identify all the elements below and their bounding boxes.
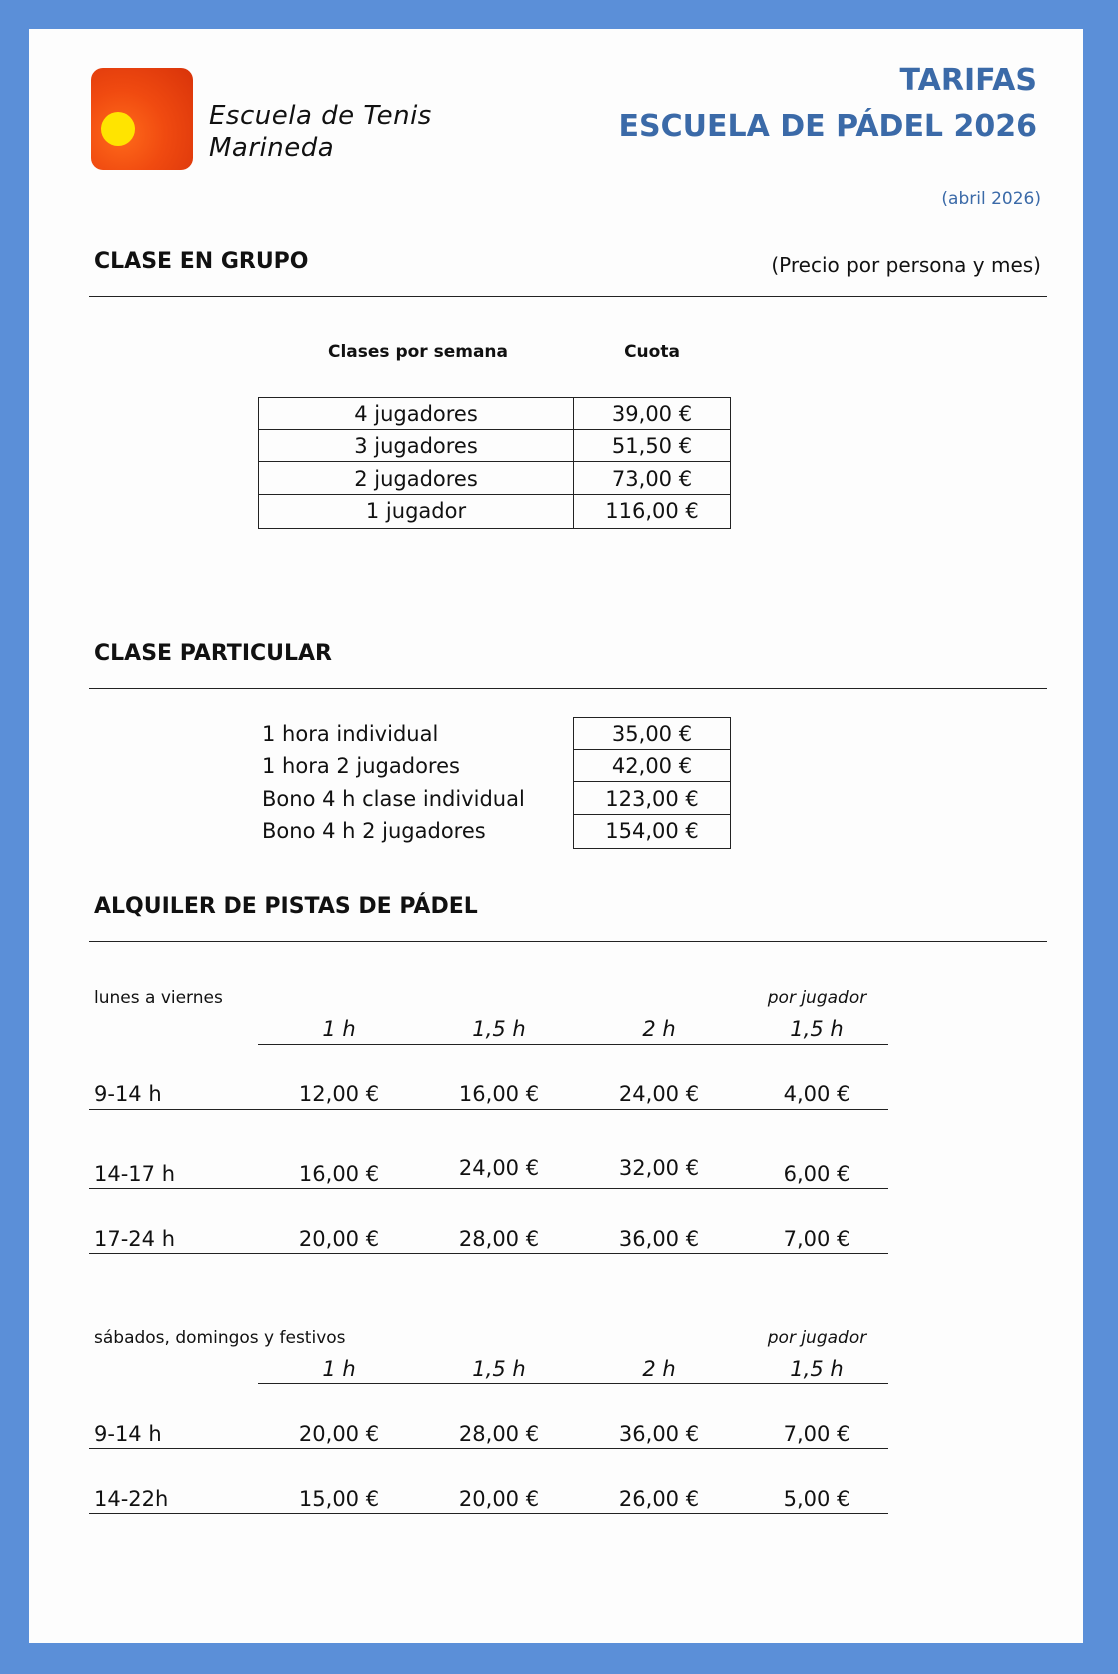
grupo-note: (Precio por persona y mes) — [771, 253, 1041, 277]
per-player-label: por jugador — [767, 1328, 867, 1348]
divider — [574, 749, 730, 750]
table-row-price: 42,00 € — [611, 754, 693, 778]
price-cell: 16,00 € — [458, 1082, 540, 1106]
divider — [89, 1109, 888, 1110]
price-cell: 6,00 € — [783, 1162, 851, 1186]
price-cell: 26,00 € — [618, 1487, 700, 1511]
table-row-price: 116,00 € — [605, 499, 699, 523]
logo-line2: Marineda — [209, 133, 335, 163]
price-cell: 20,00 € — [458, 1487, 540, 1511]
divider — [89, 1513, 888, 1514]
divider — [574, 781, 730, 782]
price-cell: 20,00 € — [298, 1422, 380, 1446]
divider — [89, 688, 1047, 689]
divider — [259, 429, 730, 430]
divider — [89, 296, 1047, 297]
price-cell: 28,00 € — [458, 1227, 540, 1251]
column-header: 2 h — [642, 1017, 676, 1041]
logo-line1: Escuela de Tenis — [209, 101, 432, 131]
table-row-label: 2 jugadores — [354, 467, 478, 491]
price-cell: 12,00 € — [298, 1082, 380, 1106]
price-cell: 28,00 € — [458, 1422, 540, 1446]
per-player-label: por jugador — [767, 988, 867, 1008]
logo-ball-icon — [101, 112, 135, 146]
time-slot: 9-14 h — [94, 1082, 162, 1106]
price-cell: 16,00 € — [298, 1162, 380, 1186]
grupo-col-header: Cuota — [624, 342, 680, 362]
price-cell: 4,00 € — [783, 1082, 851, 1106]
divider — [89, 1448, 888, 1449]
section-title-alquiler: ALQUILER DE PISTAS DE PÁDEL — [94, 894, 478, 919]
column-header: 1,5 h — [472, 1357, 526, 1381]
time-slot: 17-24 h — [94, 1227, 176, 1251]
column-header: 1,5 h — [472, 1017, 526, 1041]
table-row-price: 35,00 € — [611, 722, 693, 746]
divider — [258, 1383, 888, 1384]
weekend-label: sábados, domingos y festivos — [94, 1328, 346, 1348]
column-header: 2 h — [642, 1357, 676, 1381]
price-cell: 24,00 € — [618, 1082, 700, 1106]
table-row-label: 4 jugadores — [354, 402, 478, 426]
divider — [259, 461, 730, 462]
divider — [259, 494, 730, 495]
price-cell: 5,00 € — [783, 1487, 851, 1511]
section-title-particular: CLASE PARTICULAR — [94, 641, 332, 666]
divider — [89, 941, 1047, 942]
table-row-label: Bono 4 h 2 jugadores — [262, 819, 486, 843]
section-title-grupo: CLASE EN GRUPO — [94, 249, 309, 274]
table-row-label: Bono 4 h clase individual — [262, 787, 525, 811]
date-label: (abril 2026) — [941, 189, 1041, 209]
table-row-price: 154,00 € — [605, 819, 699, 843]
price-cell: 36,00 € — [618, 1227, 700, 1251]
grupo-col-header: Clases por semana — [327, 342, 509, 362]
column-header: 1,5 h — [790, 1017, 844, 1041]
time-slot: 9-14 h — [94, 1422, 162, 1446]
page-title: TARIFAS — [899, 63, 1037, 98]
price-cell: 15,00 € — [298, 1487, 380, 1511]
table-row-label: 1 hora 2 jugadores — [262, 754, 460, 778]
price-cell: 36,00 € — [618, 1422, 700, 1446]
price-cell: 7,00 € — [783, 1422, 851, 1446]
table-row-label: 3 jugadores — [354, 434, 478, 458]
column-header: 1 h — [322, 1357, 356, 1381]
page-subtitle: ESCUELA DE PÁDEL 2026 — [618, 109, 1037, 144]
weekday-label: lunes a viernes — [94, 988, 223, 1008]
time-slot: 14-22h — [94, 1487, 169, 1511]
divider — [89, 1253, 888, 1254]
column-header: 1,5 h — [790, 1357, 844, 1381]
table-row-label: 1 hora individual — [262, 722, 439, 746]
price-cell: 32,00 € — [618, 1156, 700, 1180]
price-cell: 7,00 € — [783, 1227, 851, 1251]
column-header: 1 h — [322, 1017, 356, 1041]
table-row-price: 73,00 € — [611, 467, 693, 491]
divider — [574, 814, 730, 815]
divider — [89, 1188, 888, 1189]
time-slot: 14-17 h — [94, 1162, 176, 1186]
price-sheet — [29, 29, 1083, 1643]
divider — [258, 1044, 888, 1045]
table-row-label: 1 jugador — [365, 499, 467, 523]
price-cell: 24,00 € — [458, 1156, 540, 1180]
table-row-price: 123,00 € — [605, 787, 699, 811]
table-row-price: 51,50 € — [611, 434, 693, 458]
price-cell: 20,00 € — [298, 1227, 380, 1251]
table-row-price: 39,00 € — [611, 402, 693, 426]
